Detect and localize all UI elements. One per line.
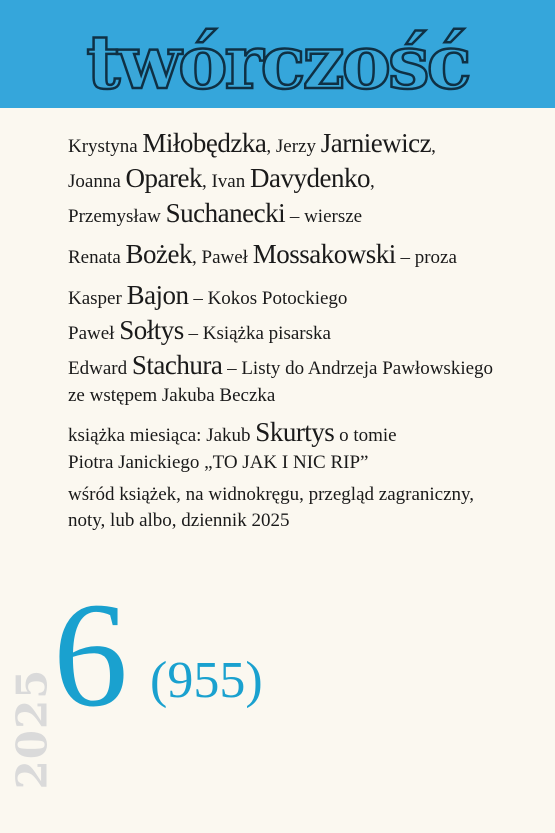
- author-first-name: Przemysław: [68, 206, 161, 228]
- author-first-name: Jakub: [206, 425, 251, 447]
- author-last-name: Mossakowski: [252, 239, 396, 270]
- author-last-name: Bajon: [126, 280, 189, 311]
- author-last-name: Skurtys: [255, 417, 335, 448]
- author-first-name: Paweł: [201, 247, 248, 269]
- author-first-name: Paweł: [68, 323, 115, 345]
- contents-line-3: [68, 198, 538, 229]
- author-last-name: Jarniewicz: [320, 128, 432, 158]
- article-title: o tomie: [339, 425, 397, 447]
- article-title: – Listy do Andrzeja Pawłowskiego: [227, 358, 494, 380]
- magazine-title: twórczość: [86, 20, 469, 106]
- contents-line-11: wśród książek, na widnokręgu, przegląd zagraniczny,: [68, 484, 475, 506]
- contents-line-10: Piotra Janickiego „TO JAK I NIC RIP”: [68, 452, 369, 474]
- author-last-name: Suchanecki: [165, 198, 286, 229]
- issue-number: 6: [53, 572, 128, 738]
- article-title: – Kokos Potockiego: [193, 288, 348, 310]
- issue-total-number: (955): [150, 652, 263, 709]
- author-last-name: Miłobędzka: [142, 128, 267, 158]
- author-last-name: Stachura: [131, 350, 223, 381]
- author-last-name: Davydenko: [250, 163, 370, 194]
- author-first-name: Ivan: [211, 171, 246, 193]
- issue-year: 2025: [7, 668, 57, 790]
- contents-line-6: [68, 315, 538, 346]
- section-label: książka miesiąca:: [68, 425, 202, 447]
- contents-line-2: Joanna Oparek, Ivan Davydenko,: [68, 163, 375, 194]
- article-title: – Książka pisarska: [188, 323, 331, 345]
- author-first-name: Edward: [68, 358, 128, 380]
- author-first-name: Kasper: [68, 288, 122, 310]
- contents-line-5: [68, 280, 538, 311]
- author-first-name: Krystyna: [68, 136, 138, 157]
- contents-line-8: ze wstępem Jakuba Beczka: [68, 385, 276, 407]
- author-last-name: Oparek: [125, 163, 202, 194]
- author-first-name: Jerzy: [275, 136, 316, 157]
- author-first-name: Renata: [68, 247, 121, 269]
- table-of-contents: [68, 128, 538, 536]
- section-genre: – proza: [400, 247, 457, 269]
- author-first-name: Joanna: [68, 171, 121, 193]
- section-genre: – wiersze: [289, 206, 363, 228]
- author-last-name: Bożek: [125, 239, 192, 270]
- contents-line-1: Krystyna Miłobędzka, Jerzy Jarniewicz,: [68, 128, 436, 158]
- contents-line-9: [68, 417, 538, 448]
- contents-line-12: noty, lub albo, dziennik 2025: [68, 509, 290, 531]
- contents-line-7: [68, 350, 538, 381]
- author-last-name: Sołtys: [119, 315, 184, 346]
- contents-line-4: Renata Bożek, Paweł Mossakowski – proza: [68, 239, 457, 270]
